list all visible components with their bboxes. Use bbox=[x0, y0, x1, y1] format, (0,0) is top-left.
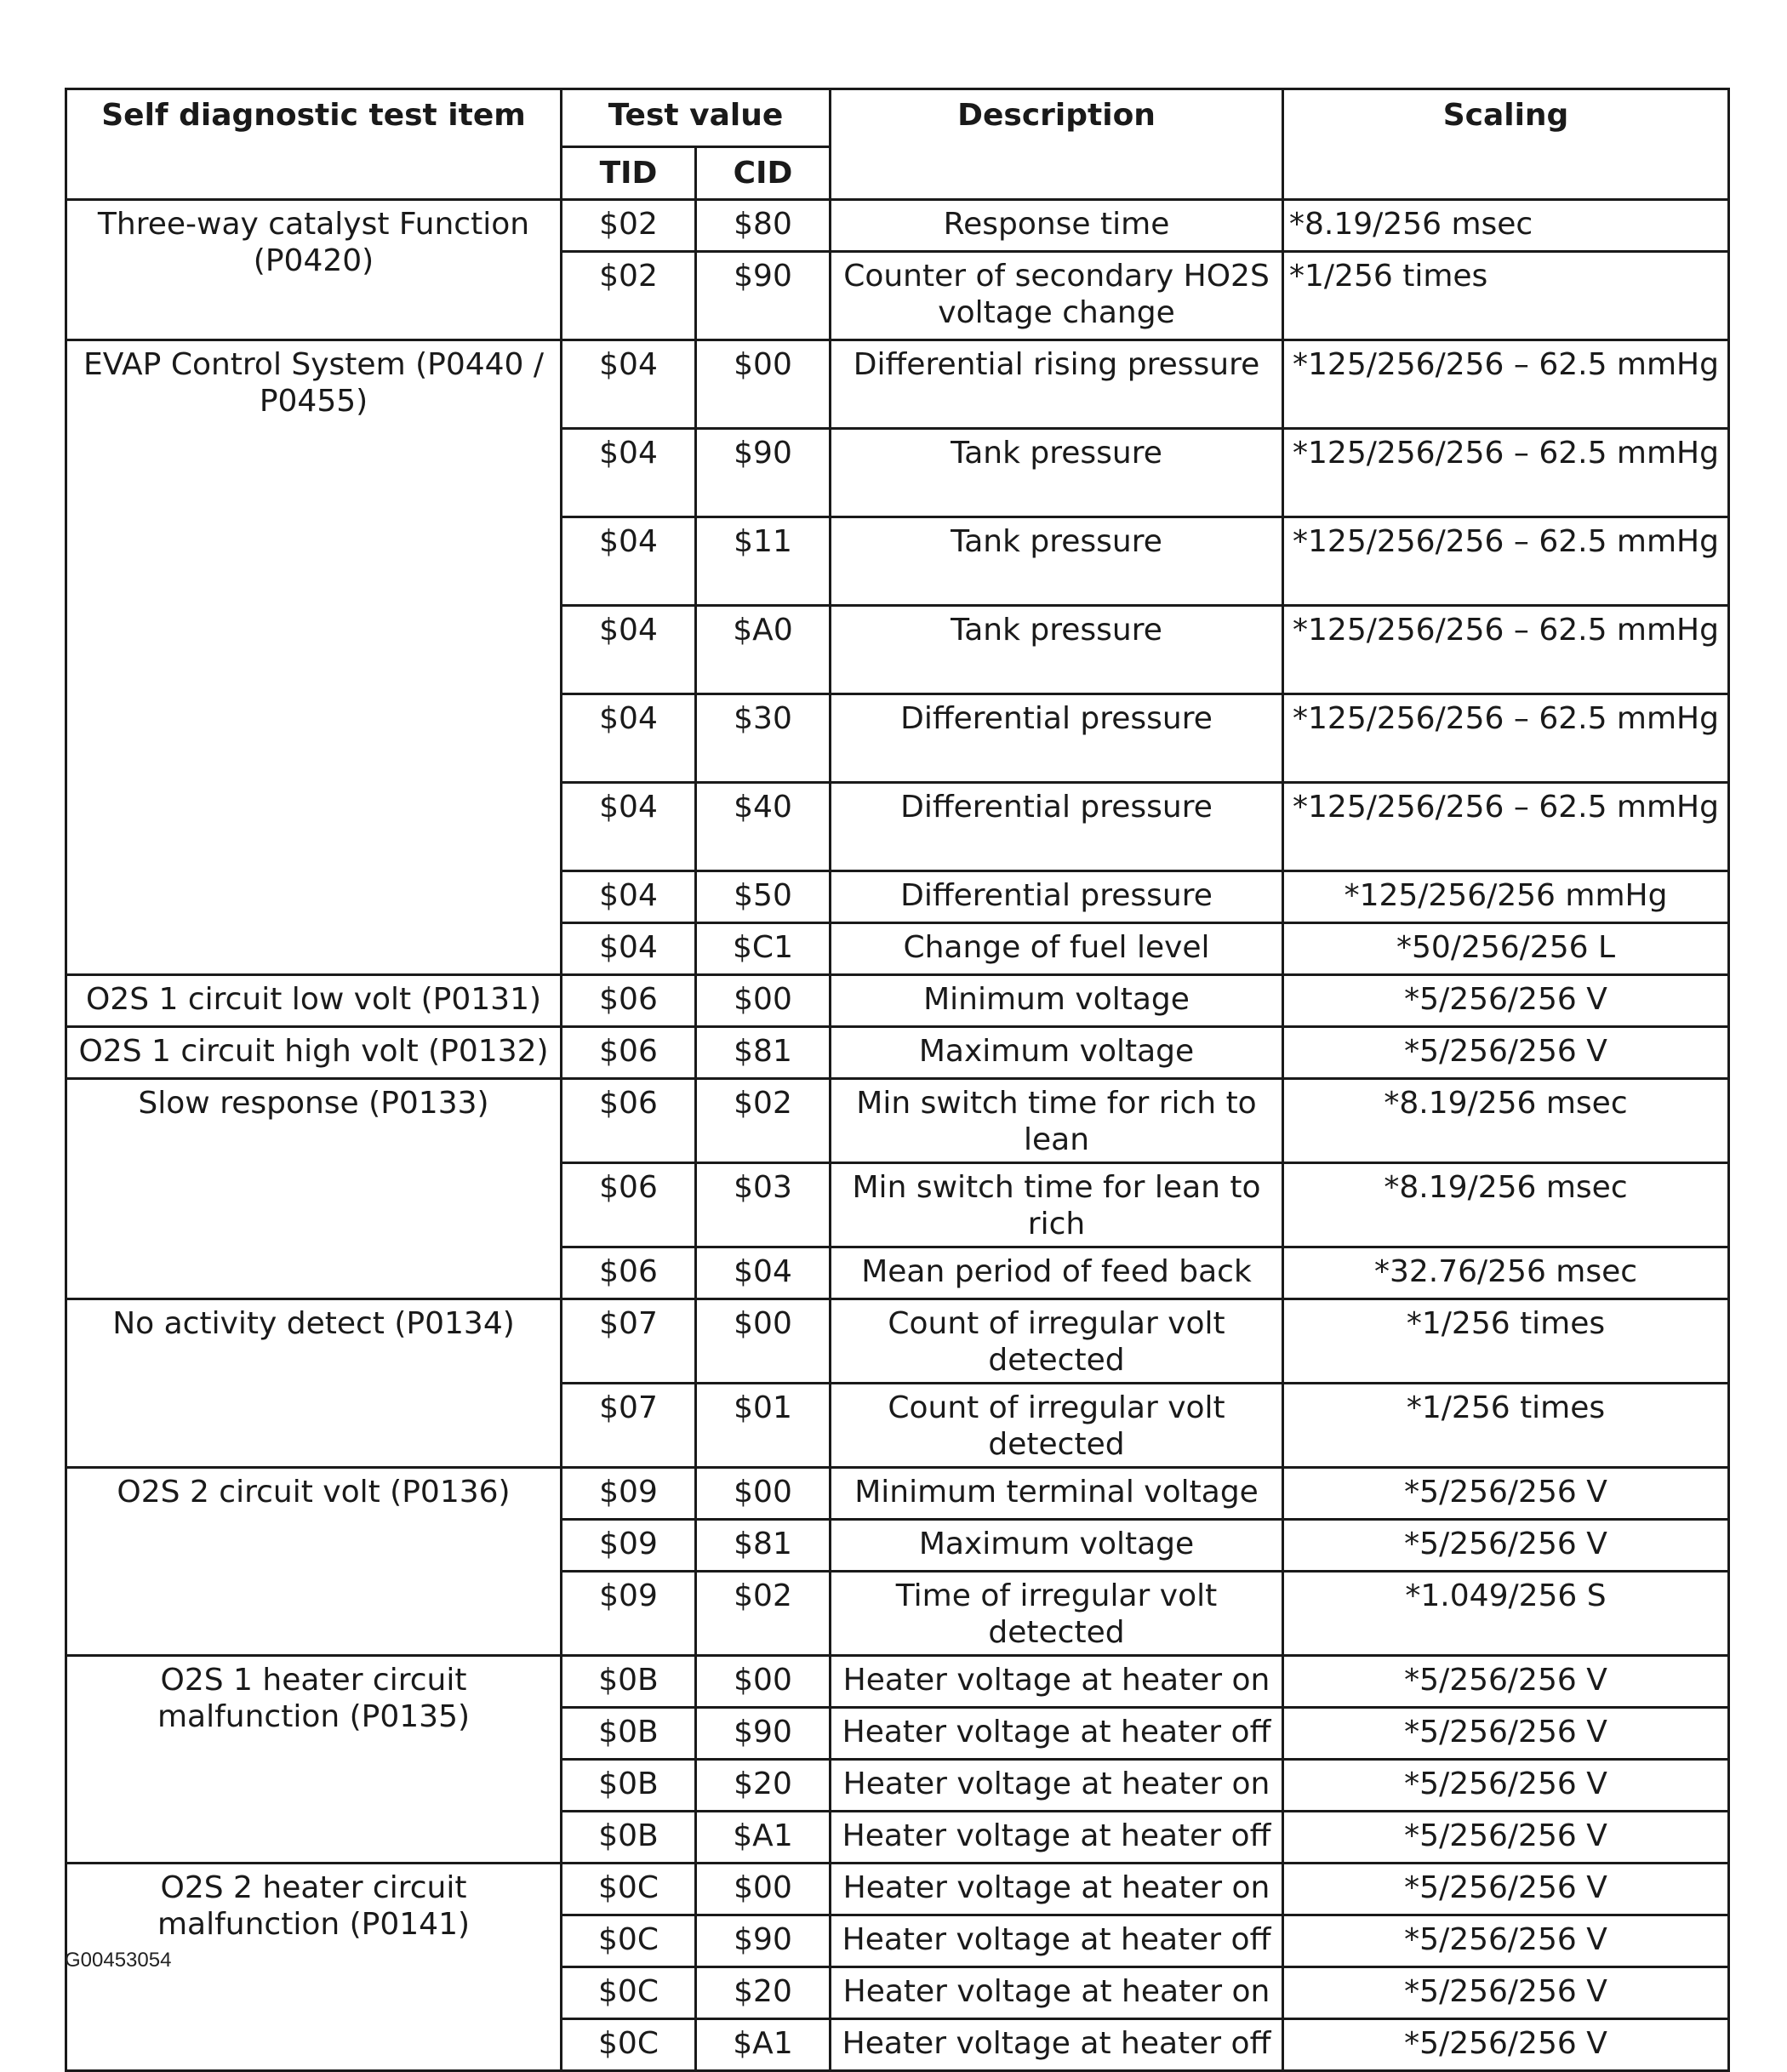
scaling-cell: *125/256/256 – 62.5 mmHg bbox=[1283, 694, 1729, 783]
tid-cell: $04 bbox=[562, 429, 696, 517]
description-cell: Tank pressure bbox=[831, 606, 1283, 694]
cid-cell: $81 bbox=[696, 1027, 831, 1079]
tid-cell: $04 bbox=[562, 340, 696, 429]
description-cell: Tank pressure bbox=[831, 517, 1283, 606]
header-test-item: Self diagnostic test item bbox=[66, 89, 562, 200]
scaling-cell: *8.19/256 msec bbox=[1283, 1079, 1729, 1163]
test-item-cell: Three-way catalyst Function (P0420) bbox=[66, 200, 562, 340]
cid-cell: $90 bbox=[696, 429, 831, 517]
description-cell: Heater voltage at heater off bbox=[831, 2019, 1283, 2071]
cid-cell: $90 bbox=[696, 1915, 831, 1967]
tid-cell: $0C bbox=[562, 1967, 696, 2019]
scaling-cell: *8.19/256 msec bbox=[1283, 1163, 1729, 1247]
description-cell: Heater voltage at heater off bbox=[831, 1812, 1283, 1864]
cid-cell: $00 bbox=[696, 1656, 831, 1708]
scaling-cell: *5/256/256 V bbox=[1283, 1468, 1729, 1520]
scaling-cell: *1.049/256 S bbox=[1283, 1572, 1729, 1656]
scaling-cell: *1/256 times bbox=[1283, 1384, 1729, 1468]
cid-cell: $00 bbox=[696, 340, 831, 429]
scaling-cell: *5/256/256 V bbox=[1283, 1708, 1729, 1760]
test-item-cell: Slow response (P0133) bbox=[66, 1079, 562, 1299]
cid-cell: $A0 bbox=[696, 606, 831, 694]
description-cell: Differential pressure bbox=[831, 871, 1283, 923]
tid-cell: $04 bbox=[562, 783, 696, 871]
tid-cell: $04 bbox=[562, 517, 696, 606]
cid-cell: $20 bbox=[696, 1760, 831, 1812]
cid-cell: $02 bbox=[696, 1079, 831, 1163]
tid-cell: $06 bbox=[562, 1163, 696, 1247]
tid-cell: $0C bbox=[562, 1915, 696, 1967]
cid-cell: $81 bbox=[696, 1520, 831, 1572]
description-cell: Count of irregular volt detected bbox=[831, 1299, 1283, 1384]
table-row bbox=[66, 340, 1729, 429]
scaling-cell: *5/256/256 V bbox=[1283, 975, 1729, 1027]
scaling-cell: *5/256/256 V bbox=[1283, 1915, 1729, 1967]
scaling-cell: *5/256/256 V bbox=[1283, 1812, 1729, 1864]
tid-cell: $0B bbox=[562, 1812, 696, 1864]
description-cell: Heater voltage at heater on bbox=[831, 1760, 1283, 1812]
diagnostic-test-table bbox=[65, 88, 1730, 2072]
tid-cell: $09 bbox=[562, 1468, 696, 1520]
cid-cell: $00 bbox=[696, 1864, 831, 1915]
cid-cell: $90 bbox=[696, 1708, 831, 1760]
header-test-value: Test value bbox=[562, 89, 831, 147]
scaling-cell: *1/256 times bbox=[1283, 252, 1729, 340]
description-cell: Tank pressure bbox=[831, 429, 1283, 517]
cid-cell: $00 bbox=[696, 975, 831, 1027]
table-row bbox=[66, 1299, 1729, 1384]
description-cell: Minimum voltage bbox=[831, 975, 1283, 1027]
tid-cell: $02 bbox=[562, 200, 696, 252]
scaling-cell: *125/256/256 – 62.5 mmHg bbox=[1283, 606, 1729, 694]
test-item-cell: O2S 1 circuit low volt (P0131) bbox=[66, 975, 562, 1027]
cid-cell: $A1 bbox=[696, 1812, 831, 1864]
tid-cell: $04 bbox=[562, 606, 696, 694]
cid-cell: $00 bbox=[696, 1468, 831, 1520]
tid-cell: $07 bbox=[562, 1384, 696, 1468]
tid-cell: $06 bbox=[562, 975, 696, 1027]
scaling-cell: *5/256/256 V bbox=[1283, 1656, 1729, 1708]
tid-cell: $07 bbox=[562, 1299, 696, 1384]
scaling-cell: *32.76/256 msec bbox=[1283, 1247, 1729, 1299]
scaling-cell: *5/256/256 V bbox=[1283, 1864, 1729, 1915]
tid-cell: $09 bbox=[562, 1572, 696, 1656]
tid-cell: $0B bbox=[562, 1760, 696, 1812]
description-cell: Maximum voltage bbox=[831, 1520, 1283, 1572]
description-cell: Differential pressure bbox=[831, 783, 1283, 871]
scaling-cell: *5/256/256 V bbox=[1283, 1760, 1729, 1812]
cid-cell: $20 bbox=[696, 1967, 831, 2019]
description-cell: Heater voltage at heater on bbox=[831, 1967, 1283, 2019]
cid-cell: $40 bbox=[696, 783, 831, 871]
tid-cell: $04 bbox=[562, 694, 696, 783]
description-cell: Time of irregular volt detected bbox=[831, 1572, 1283, 1656]
description-cell: Differential pressure bbox=[831, 694, 1283, 783]
test-item-cell: O2S 1 circuit high volt (P0132) bbox=[66, 1027, 562, 1079]
header-description: Description bbox=[831, 89, 1283, 200]
cid-cell: $11 bbox=[696, 517, 831, 606]
description-cell: Heater voltage at heater on bbox=[831, 1656, 1283, 1708]
cid-cell: $A1 bbox=[696, 2019, 831, 2071]
tid-cell: $0B bbox=[562, 1656, 696, 1708]
test-item-cell: No activity detect (P0134) bbox=[66, 1299, 562, 1468]
description-cell: Counter of secondary HO2S voltage change bbox=[831, 252, 1283, 340]
header-cid: CID bbox=[696, 147, 831, 200]
table-row bbox=[66, 1656, 1729, 1708]
tid-cell: $04 bbox=[562, 871, 696, 923]
scaling-cell: *5/256/256 V bbox=[1283, 1520, 1729, 1572]
tid-cell: $06 bbox=[562, 1247, 696, 1299]
figure-id: G00453054 bbox=[65, 1949, 172, 1972]
table-header bbox=[66, 89, 1729, 200]
table-row bbox=[66, 200, 1729, 252]
cid-cell: $50 bbox=[696, 871, 831, 923]
table-row bbox=[66, 1027, 1729, 1079]
tid-cell: $06 bbox=[562, 1027, 696, 1079]
scaling-cell: *5/256/256 V bbox=[1283, 1027, 1729, 1079]
description-cell: Change of fuel level bbox=[831, 923, 1283, 975]
test-item-cell: EVAP Control System (P0440 / P0455) bbox=[66, 340, 562, 975]
scaling-cell: *125/256/256 mmHg bbox=[1283, 871, 1729, 923]
description-cell: Minimum terminal voltage bbox=[831, 1468, 1283, 1520]
description-cell: Differential rising pressure bbox=[831, 340, 1283, 429]
cid-cell: $C1 bbox=[696, 923, 831, 975]
table-row bbox=[66, 1864, 1729, 1915]
tid-cell: $0C bbox=[562, 2019, 696, 2071]
description-cell: Heater voltage at heater off bbox=[831, 1915, 1283, 1967]
description-cell: Heater voltage at heater on bbox=[831, 1864, 1283, 1915]
cid-cell: $03 bbox=[696, 1163, 831, 1247]
description-cell: Heater voltage at heater off bbox=[831, 1708, 1283, 1760]
scaling-cell: *1/256 times bbox=[1283, 1299, 1729, 1384]
header-tid: TID bbox=[562, 147, 696, 200]
scaling-cell: *8.19/256 msec bbox=[1283, 200, 1729, 252]
description-cell: Mean period of feed back bbox=[831, 1247, 1283, 1299]
cid-cell: $90 bbox=[696, 252, 831, 340]
test-item-cell: O2S 1 heater circuit malfunction (P0135) bbox=[66, 1656, 562, 1864]
scaling-cell: *125/256/256 – 62.5 mmHg bbox=[1283, 429, 1729, 517]
cid-cell: $00 bbox=[696, 1299, 831, 1384]
scaling-cell: *125/256/256 – 62.5 mmHg bbox=[1283, 517, 1729, 606]
tid-cell: $0B bbox=[562, 1708, 696, 1760]
tid-cell: $04 bbox=[562, 923, 696, 975]
table-body bbox=[66, 200, 1729, 2071]
scaling-cell: *5/256/256 V bbox=[1283, 1967, 1729, 2019]
description-cell: Count of irregular volt detected bbox=[831, 1384, 1283, 1468]
test-item-cell: O2S 2 heater circuit malfunction (P0141) bbox=[66, 1864, 562, 2071]
table-row bbox=[66, 1079, 1729, 1163]
tid-cell: $02 bbox=[562, 252, 696, 340]
cid-cell: $01 bbox=[696, 1384, 831, 1468]
tid-cell: $09 bbox=[562, 1520, 696, 1572]
table-row bbox=[66, 975, 1729, 1027]
description-cell: Maximum voltage bbox=[831, 1027, 1283, 1079]
cid-cell: $04 bbox=[696, 1247, 831, 1299]
description-cell: Response time bbox=[831, 200, 1283, 252]
cid-cell: $80 bbox=[696, 200, 831, 252]
scaling-cell: *125/256/256 – 62.5 mmHg bbox=[1283, 340, 1729, 429]
table-row bbox=[66, 1468, 1729, 1520]
description-cell: Min switch time for rich to lean bbox=[831, 1079, 1283, 1163]
description-cell: Min switch time for lean to rich bbox=[831, 1163, 1283, 1247]
test-item-cell: O2S 2 circuit volt (P0136) bbox=[66, 1468, 562, 1656]
header-scaling: Scaling bbox=[1283, 89, 1729, 200]
cid-cell: $30 bbox=[696, 694, 831, 783]
scaling-cell: *125/256/256 – 62.5 mmHg bbox=[1283, 783, 1729, 871]
tid-cell: $0C bbox=[562, 1864, 696, 1915]
tid-cell: $06 bbox=[562, 1079, 696, 1163]
cid-cell: $02 bbox=[696, 1572, 831, 1656]
scaling-cell: *50/256/256 L bbox=[1283, 923, 1729, 975]
scaling-cell: *5/256/256 V bbox=[1283, 2019, 1729, 2071]
